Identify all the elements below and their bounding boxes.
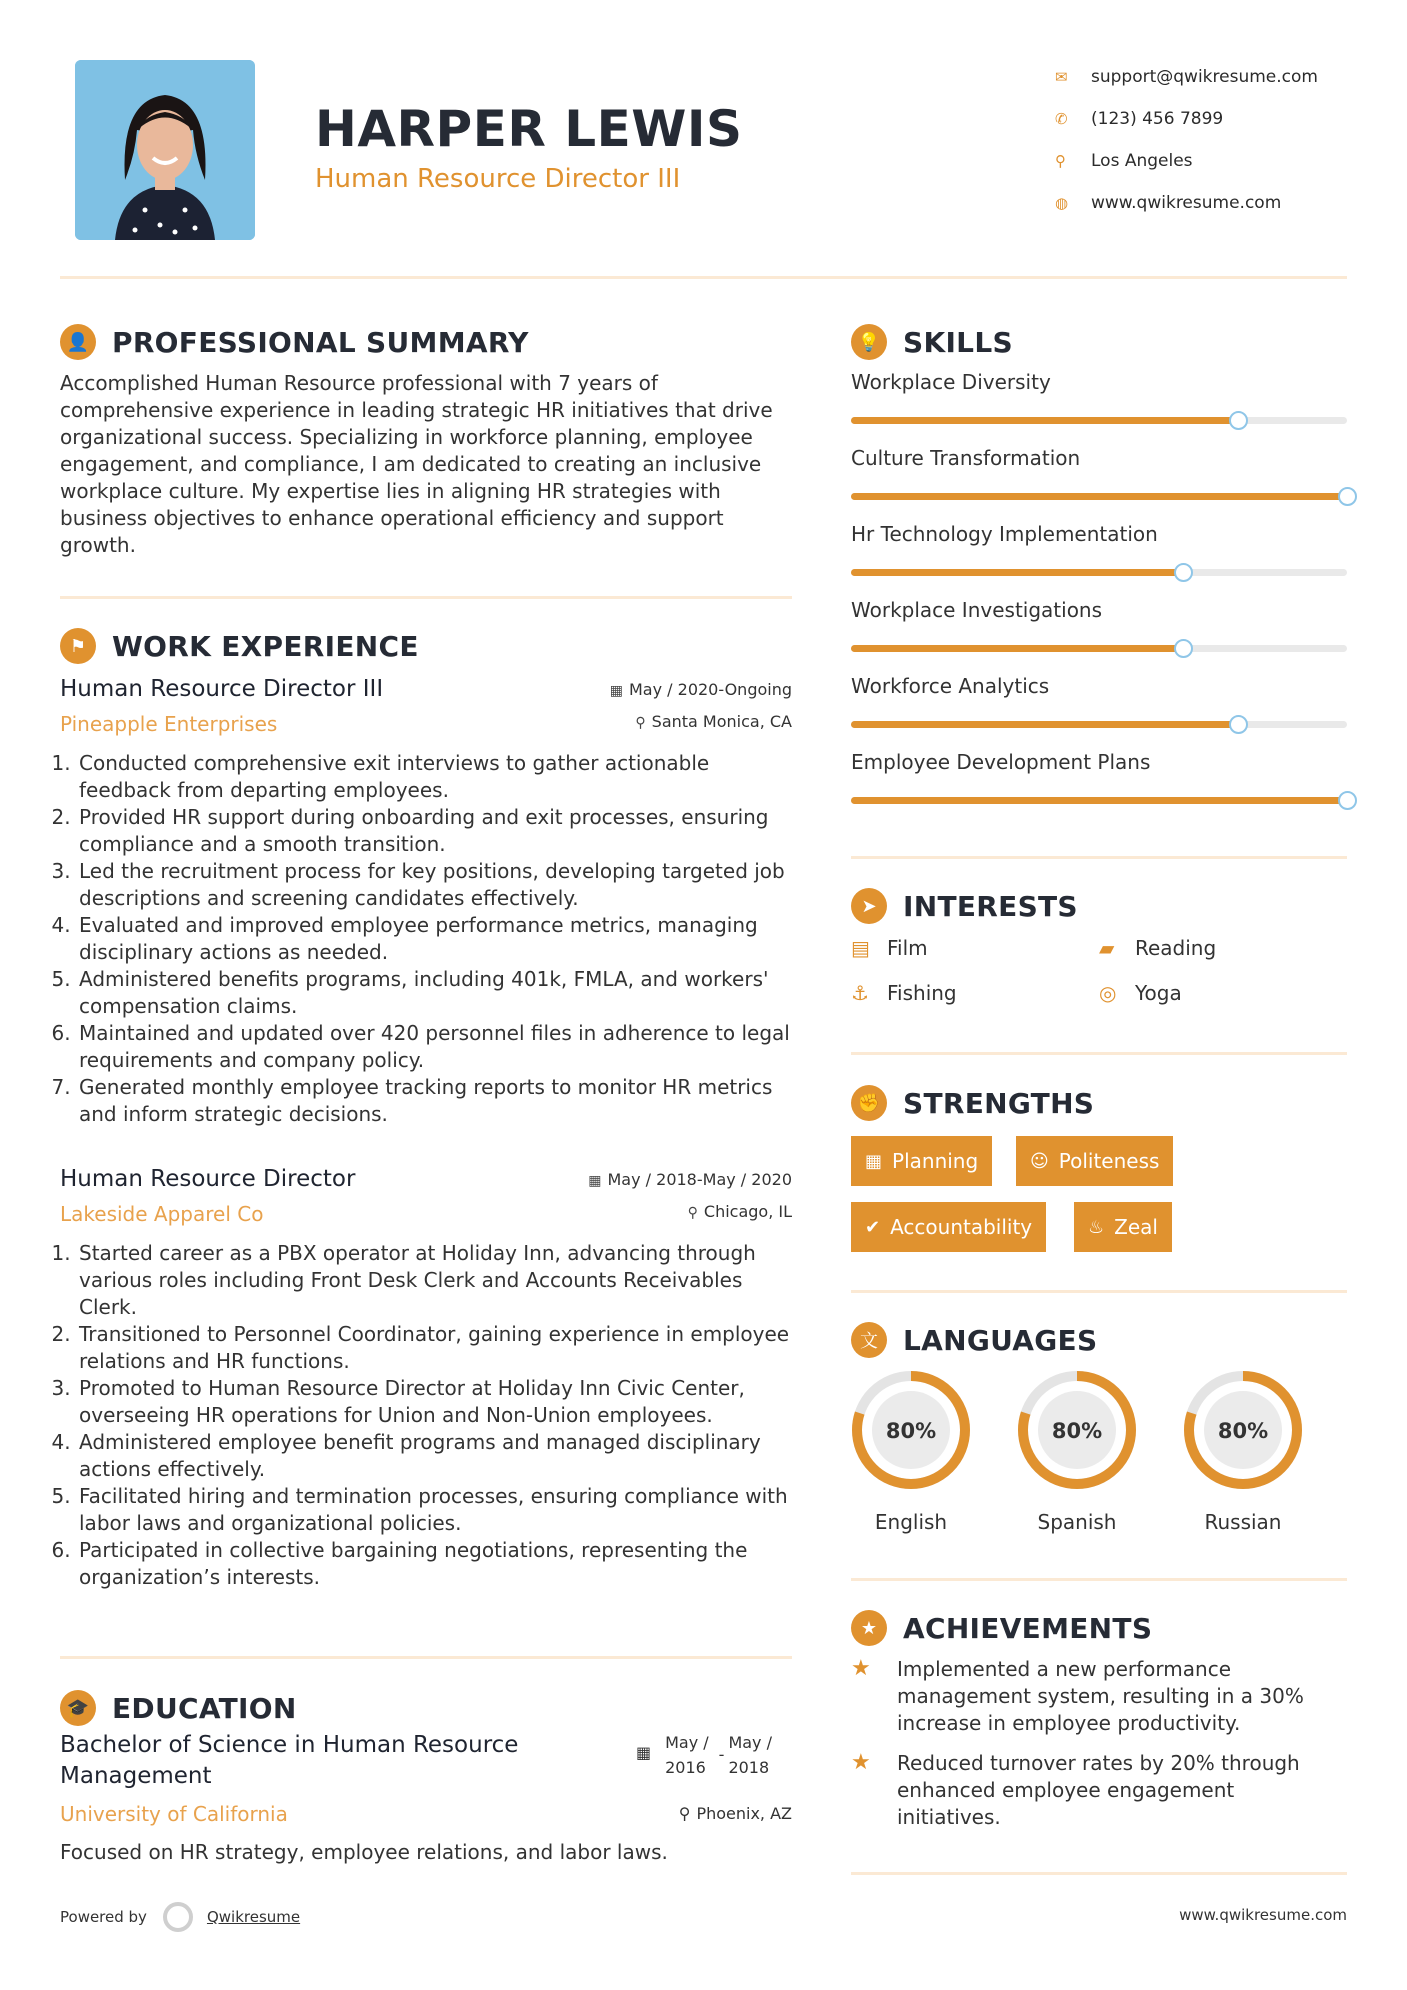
duty-item: 2. Transitioned to Personnel Coordinator, gaining experience in employee relations and HR functions.	[77, 1321, 792, 1375]
language-ring	[1015, 1368, 1139, 1492]
duty-item: 4. Administered employee benefit programs and managed disciplinary actions effectively.	[77, 1429, 792, 1483]
job-title: Human Resource Director	[60, 1166, 356, 1192]
smile-icon: ☺	[1030, 1150, 1049, 1172]
skill-name: Employee Development Plans	[851, 750, 1151, 774]
skill-item	[851, 598, 1347, 622]
education-dates	[622, 1730, 772, 1780]
achievements-title: ACHIEVEMENTS	[903, 1611, 1153, 1645]
duty-item: 1. Conducted comprehensive exit interviews to gather actionable feedback from departing employees.	[77, 750, 792, 804]
strength-chip	[1016, 1136, 1173, 1186]
briefcase-icon: ⚑	[60, 628, 96, 664]
interest-reading	[1099, 936, 1216, 960]
skill-bar	[851, 493, 1347, 500]
achievement-text: Implemented a new performance management system, resulting in a 30% increase in employee productivity.	[897, 1657, 1304, 1735]
skill-fill	[851, 493, 1347, 500]
duty-item: 2. Provided HR support during onboarding and exit processes, ensuring compliance and a smooth transition.	[77, 804, 792, 858]
strengths-heading	[851, 1085, 1094, 1121]
skill-bar	[851, 721, 1347, 728]
footer-website[interactable]: www.qwikresume.com	[1179, 1906, 1347, 1924]
skill-knob	[1229, 715, 1248, 734]
duty-item: 7. Generated monthly employee tracking reports to monitor HR metrics and inform strategic decisions.	[77, 1074, 792, 1128]
film-icon: ▤	[851, 936, 870, 960]
education-end-month: May /	[728, 1733, 772, 1752]
contact-email[interactable]	[1055, 56, 1355, 98]
achievements-heading	[851, 1610, 1152, 1646]
job-location: Santa Monica, CA	[651, 712, 792, 731]
language-item	[849, 1368, 973, 1534]
language-ring	[849, 1368, 973, 1492]
job-title: Human Resource Director III	[60, 676, 384, 702]
education-description: Focused on HR strategy, employee relations, and labor laws.	[60, 1840, 668, 1864]
skill-fill	[851, 417, 1238, 424]
experience-heading	[60, 628, 419, 664]
qwikresume-logo-icon	[163, 1902, 193, 1932]
achievement-item	[851, 1656, 1341, 1737]
pin-icon: ⚲	[678, 1804, 691, 1823]
contact-website-text: www.qwikresume.com	[1091, 193, 1282, 213]
skill-item	[851, 370, 1347, 394]
education-title: EDUCATION	[112, 1691, 297, 1725]
interests-heading	[851, 888, 1078, 924]
interest-film	[851, 936, 928, 960]
skill-name: Workforce Analytics	[851, 674, 1050, 698]
skill-name: Hr Technology Implementation	[851, 522, 1158, 546]
person-portrait-icon	[75, 60, 255, 240]
skill-name: Culture Transformation	[851, 446, 1081, 470]
anchor-icon: ⚓	[851, 981, 869, 1005]
experience-divider	[60, 1656, 792, 1659]
job-company: Pineapple Enterprises	[60, 712, 278, 736]
contact-list	[1055, 56, 1355, 224]
interest-name: Reading	[1135, 936, 1217, 960]
duty-item: 3. Promoted to Human Resource Director at Holiday Inn Civic Center, overseeing HR operations for Union and Non-Union employees.	[77, 1375, 792, 1429]
education-heading	[60, 1690, 297, 1726]
language-percent: 80%	[1217, 1419, 1269, 1443]
summary-heading	[60, 324, 529, 360]
summary-divider	[60, 596, 792, 599]
skill-knob	[1174, 563, 1193, 582]
education-school: University of California	[60, 1802, 288, 1826]
job-location: Chicago, IL	[703, 1202, 792, 1221]
paper-plane-icon: ➤	[851, 888, 887, 924]
star-badge-icon: ★	[851, 1610, 887, 1646]
skill-item	[851, 522, 1347, 546]
language-icon: 文	[851, 1322, 887, 1358]
strength-label: Politeness	[1058, 1149, 1160, 1173]
calendar-icon: ▦	[588, 1173, 602, 1189]
book-icon: ▰	[1099, 936, 1115, 960]
contact-email-text: support@qwikresume.com	[1091, 67, 1318, 87]
duty-item: 4. Evaluated and improved employee performance metrics, managing disciplinary actions as needed.	[77, 912, 792, 966]
pin-icon: ⚲	[635, 715, 646, 731]
globe-icon: ◍	[1055, 194, 1069, 212]
skills-divider	[851, 856, 1347, 859]
skill-item	[851, 750, 1347, 774]
skills-heading	[851, 324, 1013, 360]
skill-fill	[851, 645, 1183, 652]
job-meta	[610, 680, 792, 744]
languages-title: LANGUAGES	[903, 1323, 1098, 1357]
experience-title: WORK EXPERIENCE	[112, 629, 419, 663]
user-icon: 👤	[60, 324, 96, 360]
skill-bar	[851, 569, 1347, 576]
lifebuoy-icon: ◎	[1099, 981, 1117, 1005]
contact-location	[1055, 140, 1355, 182]
phone-icon: ✆	[1055, 110, 1068, 128]
language-item	[1181, 1368, 1305, 1534]
language-percent: 80%	[885, 1419, 937, 1443]
job-entry-1	[60, 676, 792, 1128]
skill-name: Workplace Investigations	[851, 598, 1103, 622]
language-ring	[1181, 1368, 1305, 1492]
calendar-icon: ▦	[635, 1743, 652, 1762]
job-duties	[60, 750, 792, 1128]
skill-knob	[1229, 411, 1248, 430]
envelope-icon: ✉	[1055, 68, 1068, 86]
languages-divider	[851, 1578, 1347, 1581]
interests-title: INTERESTS	[903, 889, 1078, 923]
interest-yoga	[1099, 981, 1182, 1005]
achievements-divider	[851, 1872, 1347, 1875]
calendar-icon: ▦	[609, 683, 623, 699]
job-dates: May / 2020-Ongoing	[629, 680, 792, 699]
language-item	[1015, 1368, 1139, 1534]
skill-knob	[1338, 791, 1357, 810]
contact-phone-text: (123) 456 7899	[1091, 109, 1224, 129]
pin-icon: ⚲	[687, 1205, 698, 1221]
interest-fishing	[851, 981, 957, 1005]
duty-item: 3. Led the recruitment process for key positions, developing targeted job descriptions and screening candidates effectively.	[77, 858, 792, 912]
interest-name: Fishing	[887, 981, 957, 1005]
education-location-wrap	[679, 1804, 792, 1823]
skill-bar	[851, 797, 1347, 804]
duty-item: 5. Administered benefits programs, including 401k, FMLA, and workers' compensation claims.	[77, 966, 792, 1020]
lightbulb-icon: 💡	[851, 324, 887, 360]
contact-phone[interactable]	[1055, 98, 1355, 140]
strength-label: Zeal	[1114, 1215, 1158, 1239]
candidate-title: Human Resource Director III	[315, 164, 681, 194]
skill-item	[851, 674, 1347, 698]
skill-bar	[851, 417, 1347, 424]
language-name: Russian	[1204, 1510, 1282, 1534]
education-start-month: May /	[665, 1733, 709, 1752]
interests-divider	[851, 1052, 1347, 1055]
powered-by-text: Powered by	[60, 1908, 147, 1926]
footer-powered	[60, 1902, 300, 1932]
job-entry-2	[60, 1166, 792, 1591]
summary-title: PROFESSIONAL SUMMARY	[112, 325, 529, 359]
strength-label: Accountability	[890, 1215, 1033, 1239]
candidate-name: HARPER LEWIS	[315, 100, 743, 158]
strengths-divider	[851, 1290, 1347, 1293]
language-name: Spanish	[1037, 1510, 1117, 1534]
job-duties	[60, 1240, 792, 1591]
brand-link[interactable]: Qwikresume	[206, 1908, 301, 1926]
check-circle-icon: ✔	[865, 1216, 881, 1238]
summary-text: Accomplished Human Resource professional with 7 years of comprehensive experience in leading strategic HR initiatives that drive organizational success. Specializing in workforce planning, employee engagement, and compliance, I am dedicated to creating an inclusive workplace culture. My expertise lies in aligning HR strategies with business objectives to enhance operational efficiency and support growth.	[60, 371, 773, 557]
education-degree: Bachelor of Science in Human Resource Management	[60, 1732, 519, 1789]
skill-fill	[851, 797, 1347, 804]
skill-fill	[851, 569, 1183, 576]
skill-knob	[1338, 487, 1357, 506]
header-divider	[60, 276, 1347, 279]
education-entry	[60, 1730, 792, 1864]
education-end-year: 2018	[728, 1758, 770, 1777]
strength-chip	[851, 1136, 992, 1186]
interest-name: Yoga	[1135, 981, 1182, 1005]
skill-name: Workplace Diversity	[851, 370, 1051, 394]
graduation-cap-icon: 🎓	[60, 1690, 96, 1726]
fire-icon: ♨	[1088, 1216, 1105, 1238]
achievement-text: Reduced turnover rates by 20% through enhanced employee engagement initiatives.	[897, 1751, 1300, 1829]
strength-label: Planning	[892, 1149, 979, 1173]
date-separator: -	[718, 1745, 725, 1764]
skill-bar	[851, 645, 1347, 652]
contact-location-text: Los Angeles	[1091, 151, 1193, 171]
strengths-title: STRENGTHS	[903, 1086, 1095, 1120]
education-location: Phoenix, AZ	[696, 1804, 792, 1823]
skill-fill	[851, 721, 1238, 728]
duty-item: 5. Facilitated hiring and termination processes, ensuring compliance with labor laws and organizational policies.	[77, 1483, 792, 1537]
achievement-item	[851, 1750, 1341, 1831]
star-icon: ★	[851, 1656, 871, 1681]
profile-photo	[75, 60, 255, 240]
map-pin-icon: ⚲	[1055, 152, 1066, 170]
strength-chip	[1074, 1202, 1172, 1252]
star-icon: ★	[851, 1750, 871, 1775]
language-name: English	[874, 1510, 948, 1534]
job-meta	[588, 1170, 792, 1234]
fist-icon: ✊	[851, 1085, 887, 1121]
languages-heading	[851, 1322, 1097, 1358]
duty-item: 6. Maintained and updated over 420 personnel files in adherence to legal requirements and company policy.	[77, 1020, 792, 1074]
strength-chip	[851, 1202, 1046, 1252]
education-start-year: 2016	[665, 1758, 706, 1777]
job-dates: May / 2018-May / 2020	[607, 1170, 792, 1189]
duty-item: 6. Participated in collective bargaining negotiations, representing the organization’s interests.	[77, 1537, 792, 1591]
skill-item	[851, 446, 1347, 470]
duty-item: 1. Started career as a PBX operator at Holiday Inn, advancing through various roles including Front Desk Clerk and Accounts Receivables Clerk.	[77, 1240, 792, 1321]
skill-knob	[1174, 639, 1193, 658]
interest-name: Film	[887, 936, 928, 960]
language-percent: 80%	[1051, 1419, 1103, 1443]
calendar-icon: ▦	[865, 1150, 883, 1172]
skills-title: SKILLS	[903, 325, 1013, 359]
contact-website[interactable]	[1055, 182, 1355, 224]
job-company: Lakeside Apparel Co	[60, 1202, 264, 1226]
